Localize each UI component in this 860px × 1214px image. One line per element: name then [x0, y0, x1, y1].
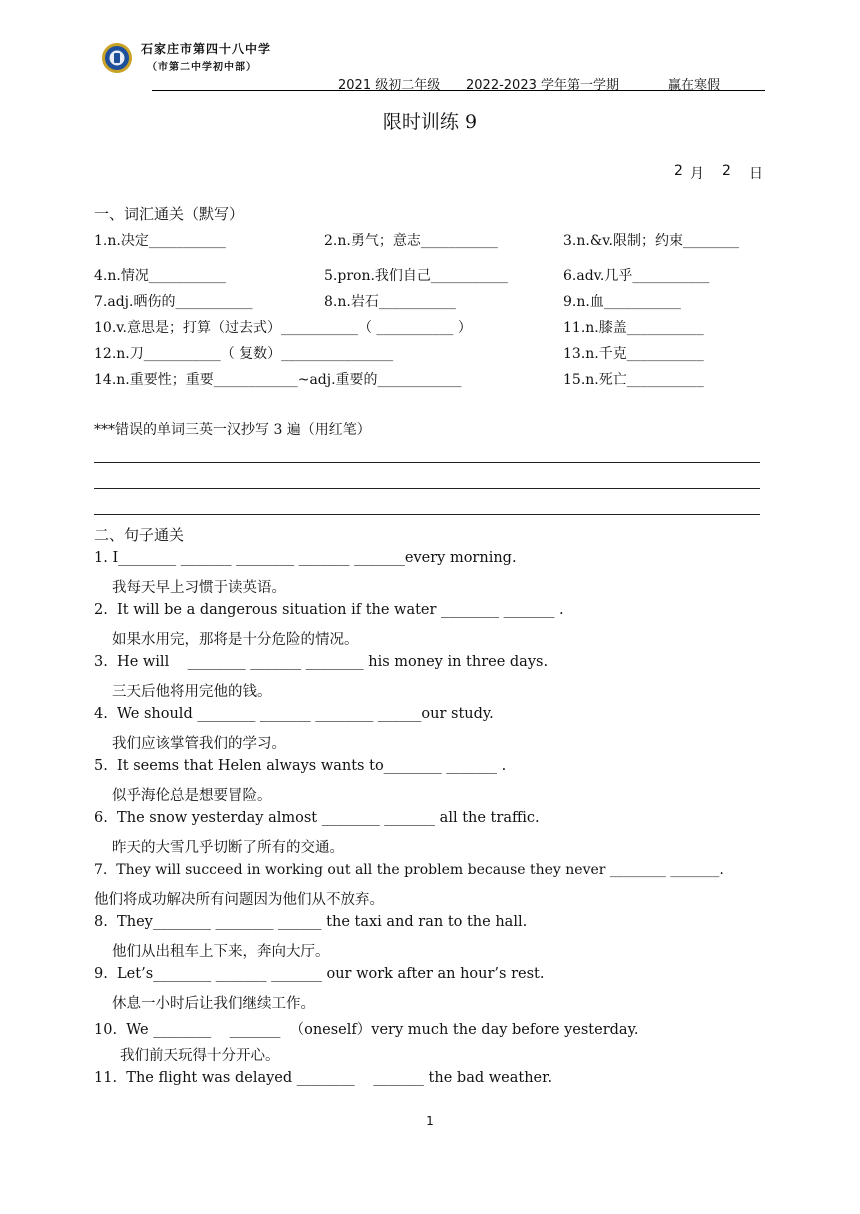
vocab-item: 10.v.意思是；打算（过去式）___________（ ___________ ） — [94, 320, 472, 336]
question-cn: 昨天的大雪几乎切断了所有的交通。 — [112, 840, 344, 856]
vocab-item: 13.n.千克___________ — [563, 346, 704, 362]
question-cn: 我每天早上习惯于读英语。 — [112, 580, 286, 596]
header-tag: 赢在寒假 — [668, 78, 721, 93]
question-cn: 休息一小时后让我们继续工作。 — [112, 996, 315, 1012]
question-cn: 如果水用完，那将是十分危险的情况。 — [112, 632, 359, 648]
question-cn: 我们前天玩得十分开心。 — [120, 1048, 280, 1064]
copy-note: ***错误的单词三英一汉抄写 3 遍（用红笔） — [94, 422, 371, 438]
vocab-item: 7.adj.晒伤的___________ — [94, 294, 253, 310]
vocab-item: 4.n.情况___________ — [94, 268, 226, 284]
date-month: 2 — [674, 163, 683, 179]
school-subtitle: （市第二中学初中部） — [147, 62, 257, 73]
question-en: 3. He will ________ _______ ________ his money in three days. — [94, 654, 549, 670]
header-grade: 2021 级初二年级 — [338, 78, 441, 93]
question-en: 4. We should ________ _______ ________ ______our study. — [94, 706, 494, 722]
answer-line — [94, 514, 760, 515]
question-en: 10. We ________ _______ （oneself）very much the day before yesterday. — [94, 1022, 639, 1038]
date-day-label: 日 — [749, 166, 763, 182]
question-en: 5. It seems that Helen always wants to________ _______ . — [94, 758, 507, 774]
question-cn: 三天后他将用完他的钱。 — [112, 684, 272, 700]
section1-heading: 一、词汇通关（默写） — [94, 205, 245, 223]
question-cn: 似乎海伦总是想要冒险。 — [112, 788, 272, 804]
school-logo-icon — [101, 42, 133, 74]
vocab-item: 15.n.死亡___________ — [563, 372, 704, 388]
vocab-item: 3.n.&v.限制；约束________ — [563, 233, 739, 249]
header-term: 2022-2023 学年第一学期 — [466, 78, 619, 93]
question-en: 6. The snow yesterday almost ________ _______ all the traffic. — [94, 810, 540, 826]
vocab-item: 5.pron.我们自己___________ — [324, 268, 508, 284]
vocab-item: 11.n.膝盖___________ — [563, 320, 704, 336]
school-name: 石家庄市第四十八中学 — [141, 42, 272, 56]
question-en: 7. They will succeed in working out all the problem because they never ________ _______. — [94, 862, 724, 878]
date-month-label: 月 — [690, 166, 704, 182]
question-en: 11. The flight was delayed ________ _______ the bad weather. — [94, 1070, 553, 1086]
vocab-item: 14.n.重要性；重要____________~adj.重要的____________ — [94, 372, 462, 388]
question-cn: 他们将成功解决所有问题因为他们从不放弃。 — [94, 892, 384, 908]
question-en: 9. Let’s________ _______ _______ our work after an hour’s rest. — [94, 966, 545, 982]
answer-line — [94, 462, 760, 463]
page-title: 限时训练 9 — [382, 111, 478, 133]
date-day: 2 — [722, 163, 731, 179]
vocab-item: 1.n.决定___________ — [94, 233, 226, 249]
page-number: 1 — [426, 1114, 434, 1128]
vocab-item: 2.n.勇气；意志___________ — [324, 233, 498, 249]
answer-line — [94, 488, 760, 489]
vocab-item: 9.n.血___________ — [563, 294, 681, 310]
vocab-item: 6.adv.几乎___________ — [563, 268, 710, 284]
question-en: 1. I________ _______ ________ _______ _______every morning. — [94, 550, 517, 566]
question-cn: 他们从出租车上下来，奔向大厅。 — [112, 944, 330, 960]
vocab-item: 12.n.刀___________（ 复数）________________ — [94, 346, 394, 362]
header-rule — [152, 90, 765, 91]
vocab-item: 8.n.岩石___________ — [324, 294, 456, 310]
question-en: 8. They________ ________ ______ the taxi and ran to the hall. — [94, 914, 528, 930]
question-cn: 我们应该掌管我们的学习。 — [112, 736, 286, 752]
question-en: 2. It will be a dangerous situation if the water ________ _______ . — [94, 602, 564, 618]
section2-heading: 二、句子通关 — [94, 526, 185, 544]
